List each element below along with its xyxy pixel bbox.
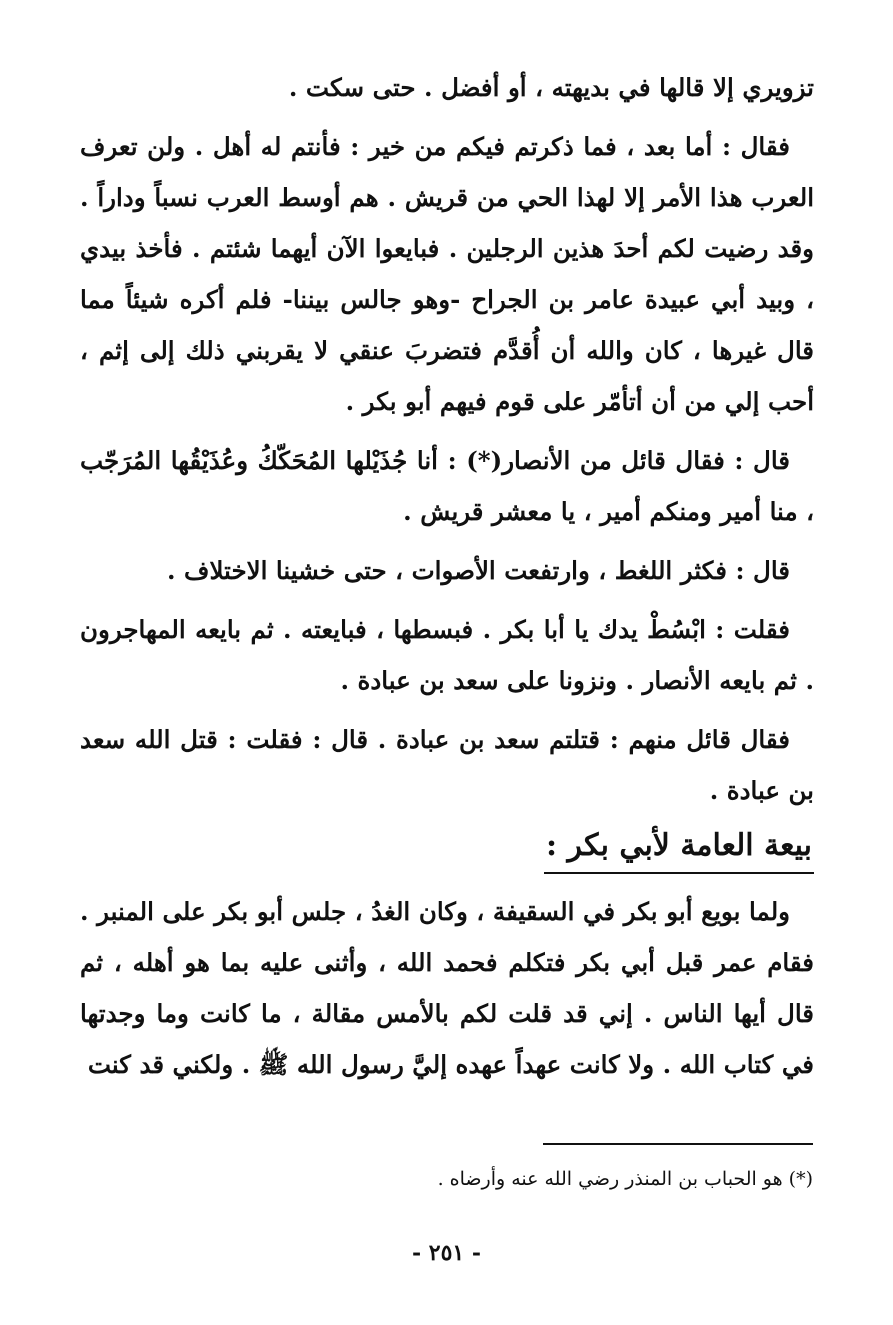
section-heading: بيعة العامة لأبي بكر : (544, 824, 814, 874)
paragraph-speech: فقال : أما بعد ، فما ذكرتم فيكم من خير : فأنتم له أهل . ولن تعرف العرب هذا الأمر إلا لهذا الحي من قريش . هم أوسط العرب نسباً وداراً . وقد رضيت لكم أحدَ هذين الرجلين . فبايعوا الآن أيهما شئتم . فأخذ بيدي ، وبيد أبي عبيدة عامر بن الجراح -وهو جالس بيننا- فلم أكره شيئاً مما قال غيرها ، كان والله أن أُقدَّم فتضربَ عنقي لا يقربني ذلك إلى إثم ، أحب إلي من أن أتأمّر على قوم فيهم أبو بكر . (80, 132, 814, 416)
page-body (80, 62, 814, 1098)
paragraph-public-bayah: ولما بويع أبو بكر في السقيفة ، وكان الغدُ ، جلس أبو بكر على المنبر . فقام عمر قبل أبي بكر فتكلم فحمد الله ، وأثنى عليه بما هو أهله ، ثم قال أيها الناس . إني قد قلت لكم بالأمس مقالة ، ما كانت وما وجدتها في كتاب الله . ولا كانت عهداً عهده إليَّ رسول الله ﷺ . ولكني قد كنت (80, 897, 814, 1079)
section-heading-wrap (80, 824, 814, 874)
paragraph-continuation: تزويري إلا قالها في بديهته ، أو أفضل . حتى سكت . (288, 73, 814, 102)
paragraph-bayah: فقلت : ابْسُطْ يدك يا أبا بكر . فبسطها ، فبايعته . ثم بايعه المهاجرون . ثم بايعه الأنصار . ونزونا على سعد بن عبادة . (80, 615, 814, 695)
page-number: - ٢٥١ - (411, 1240, 482, 1266)
footnote: (*) هو الحباب بن المنذر رضي الله عنه وأرضاه . (437, 1168, 813, 1190)
paragraph-ansar: قال : فقال قائل من الأنصار(*) : أنا جُذَيْلها المُحَكّكُ وعُذَيْقُها المُرَجّب ، منا أمير ومنكم أمير ، يا معشر قريش . (80, 446, 814, 526)
paragraph-saad: فقال قائل منهم : قتلتم سعد بن عبادة . قال : فقلت : قتل الله سعد بن عبادة . (80, 725, 814, 805)
paragraph-clamor: قال : فكثر اللغط ، وارتفعت الأصوات ، حتى خشينا الاختلاف . (166, 556, 790, 585)
footnote-divider (543, 1143, 813, 1145)
